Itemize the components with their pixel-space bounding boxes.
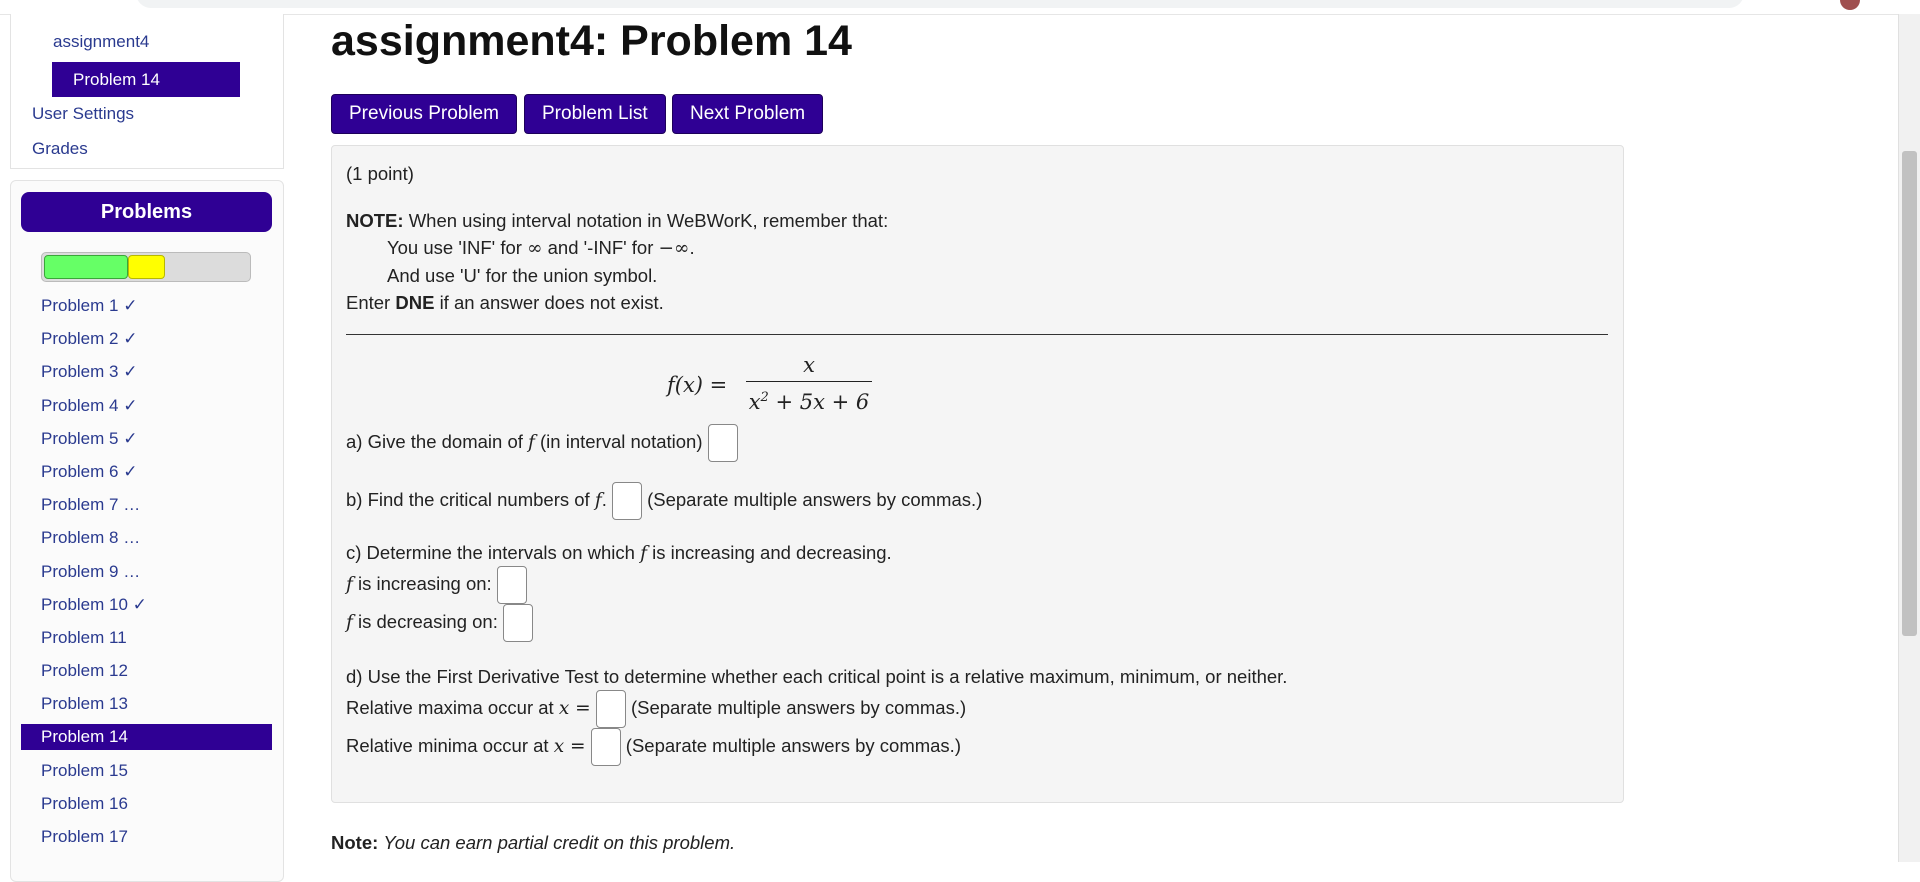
- scrollbar-thumb[interactable]: [1902, 151, 1917, 636]
- part-a-var: f: [528, 431, 535, 453]
- max-post: (Separate multiple answers by commas.): [630, 696, 967, 718]
- problem-list-button[interactable]: Problem List: [524, 94, 666, 134]
- problem-points: (1 point): [346, 163, 414, 184]
- note-text: When using interval notation in WeBWorK, remember that:: [408, 210, 889, 231]
- part-d: d) Use the First Derivative Test to determine whether each critical point is a relative maximum, minimum, or neither.: [346, 666, 1288, 687]
- inf-instruction: [387, 237, 695, 259]
- critical-numbers-input[interactable]: [612, 482, 642, 520]
- problem-list-item[interactable]: Problem 2 ✓: [41, 329, 138, 349]
- footer-note-label: Note:: [331, 832, 379, 853]
- problem-list-item[interactable]: Problem 5 ✓: [41, 428, 138, 448]
- note-line: [346, 210, 888, 232]
- part-a-pre: a) Give the domain of: [346, 430, 523, 452]
- part-a: [346, 424, 738, 462]
- part-c-post: is increasing and decreasing.: [652, 542, 892, 563]
- problem-list-item[interactable]: Problem 7 …: [41, 495, 141, 515]
- problems-panel: [10, 180, 284, 882]
- partial-credit-note: [331, 832, 735, 854]
- function-formula: [332, 351, 1623, 414]
- relative-minima-input[interactable]: [591, 728, 621, 766]
- problem-list-item[interactable]: Problem 3 ✓: [41, 362, 138, 382]
- min-var: x =: [553, 735, 586, 757]
- dne-keyword: DNE: [395, 292, 435, 313]
- union-instruction: And use 'U' for the union symbol.: [387, 265, 658, 286]
- dne-post: if an answer does not exist.: [439, 292, 664, 313]
- address-bar[interactable]: [136, 0, 1744, 8]
- problem-list-item[interactable]: Problem 9 …: [41, 561, 141, 581]
- problem-list-item[interactable]: Problem 1 ✓: [41, 296, 138, 315]
- den-rest: + 5x + 6: [768, 390, 870, 414]
- dec-text: is decreasing on:: [358, 610, 498, 632]
- browser-top-strip: [0, 0, 1920, 15]
- decreasing-interval-input[interactable]: [503, 604, 533, 642]
- min-pre: Relative minima occur at: [346, 734, 549, 756]
- minima-row: [346, 728, 961, 766]
- problem-list-item[interactable]: Problem 15: [41, 760, 128, 780]
- nav-assignment-link[interactable]: assignment4: [53, 32, 150, 51]
- problem-list-item[interactable]: Problem 13: [41, 694, 128, 714]
- infinity-symbol: ∞: [527, 238, 543, 259]
- part-a-post: (in interval notation): [540, 430, 703, 452]
- part-c-pre: c) Determine the intervals on which: [346, 542, 635, 563]
- next-problem-button[interactable]: Next Problem: [672, 94, 823, 134]
- inf-pre: You use 'INF' for: [387, 237, 522, 258]
- neg-infinity-symbol: −∞: [658, 238, 690, 259]
- problem-list-item[interactable]: Problem 11: [41, 627, 127, 647]
- dne-pre: Enter: [346, 292, 391, 313]
- dec-var: f: [346, 611, 353, 633]
- max-var: x =: [558, 697, 591, 719]
- profile-avatar[interactable]: [1840, 0, 1860, 10]
- part-b-post: (Separate multiple answers by commas.): [647, 488, 983, 510]
- domain-answer-input[interactable]: [708, 424, 738, 462]
- footer-note-text: You can earn partial credit on this problem.: [383, 832, 736, 853]
- max-pre: Relative maxima occur at: [346, 696, 554, 718]
- problem-list-item[interactable]: Problem 6 ✓: [41, 461, 138, 481]
- problem-list-item[interactable]: Problem 17: [41, 827, 128, 846]
- problem-list-item[interactable]: Problem 14: [21, 724, 272, 750]
- progress-bar: [41, 252, 251, 282]
- formula-fraction: [746, 351, 872, 412]
- site-navigation: [10, 14, 284, 169]
- part-c-var: f: [640, 543, 647, 564]
- problem-body: [331, 145, 1624, 803]
- fraction-bar: [746, 381, 872, 382]
- part-b: [346, 482, 982, 520]
- nav-user-settings-link[interactable]: User Settings: [32, 104, 135, 123]
- nav-grades-link[interactable]: Grades: [32, 139, 88, 158]
- inc-var: f: [346, 573, 353, 595]
- inf-mid: and '-INF' for: [547, 237, 654, 258]
- note-label: NOTE:: [346, 210, 404, 231]
- den-exponent: 2: [760, 390, 769, 405]
- problem-list: [21, 293, 272, 857]
- problem-list-item[interactable]: Problem 12: [41, 661, 128, 681]
- dne-instruction: [346, 292, 664, 314]
- part-b-dot: .: [601, 488, 607, 510]
- problems-panel-header: Problems: [21, 192, 272, 232]
- problem-list-item[interactable]: Problem 4 ✓: [41, 395, 138, 415]
- part-c: [346, 542, 892, 564]
- divider: [346, 334, 1608, 335]
- page-title: assignment4: Problem 14: [331, 17, 852, 65]
- inc-text: is increasing on:: [358, 572, 492, 594]
- increasing-row: [346, 566, 527, 604]
- maxima-row: [346, 690, 966, 728]
- part-b-var: f: [594, 489, 602, 511]
- problem-list-item[interactable]: Problem 8 …: [41, 528, 141, 548]
- previous-problem-button[interactable]: Previous Problem: [331, 94, 517, 134]
- part-b-pre: b) Find the critical numbers of: [346, 488, 590, 510]
- problem-list-item[interactable]: Problem 10 ✓: [41, 594, 147, 614]
- nav-current-problem-link[interactable]: Problem 14: [52, 62, 240, 97]
- min-post: (Separate multiple answers by commas.): [625, 734, 961, 756]
- den-base: x: [748, 390, 761, 414]
- inf-end: .: [689, 237, 695, 258]
- progress-partial-segment: [128, 255, 165, 279]
- formula-numerator: x: [803, 353, 815, 377]
- problem-list-item[interactable]: Problem 16: [41, 793, 128, 813]
- page-scrollbar[interactable]: [1898, 14, 1920, 862]
- relative-maxima-input[interactable]: [596, 690, 626, 728]
- decreasing-row: [346, 604, 533, 642]
- formula-lhs: f(x) =: [667, 373, 728, 397]
- increasing-interval-input[interactable]: [497, 566, 527, 604]
- progress-correct-segment: [44, 255, 128, 279]
- formula-denominator: [746, 384, 872, 412]
